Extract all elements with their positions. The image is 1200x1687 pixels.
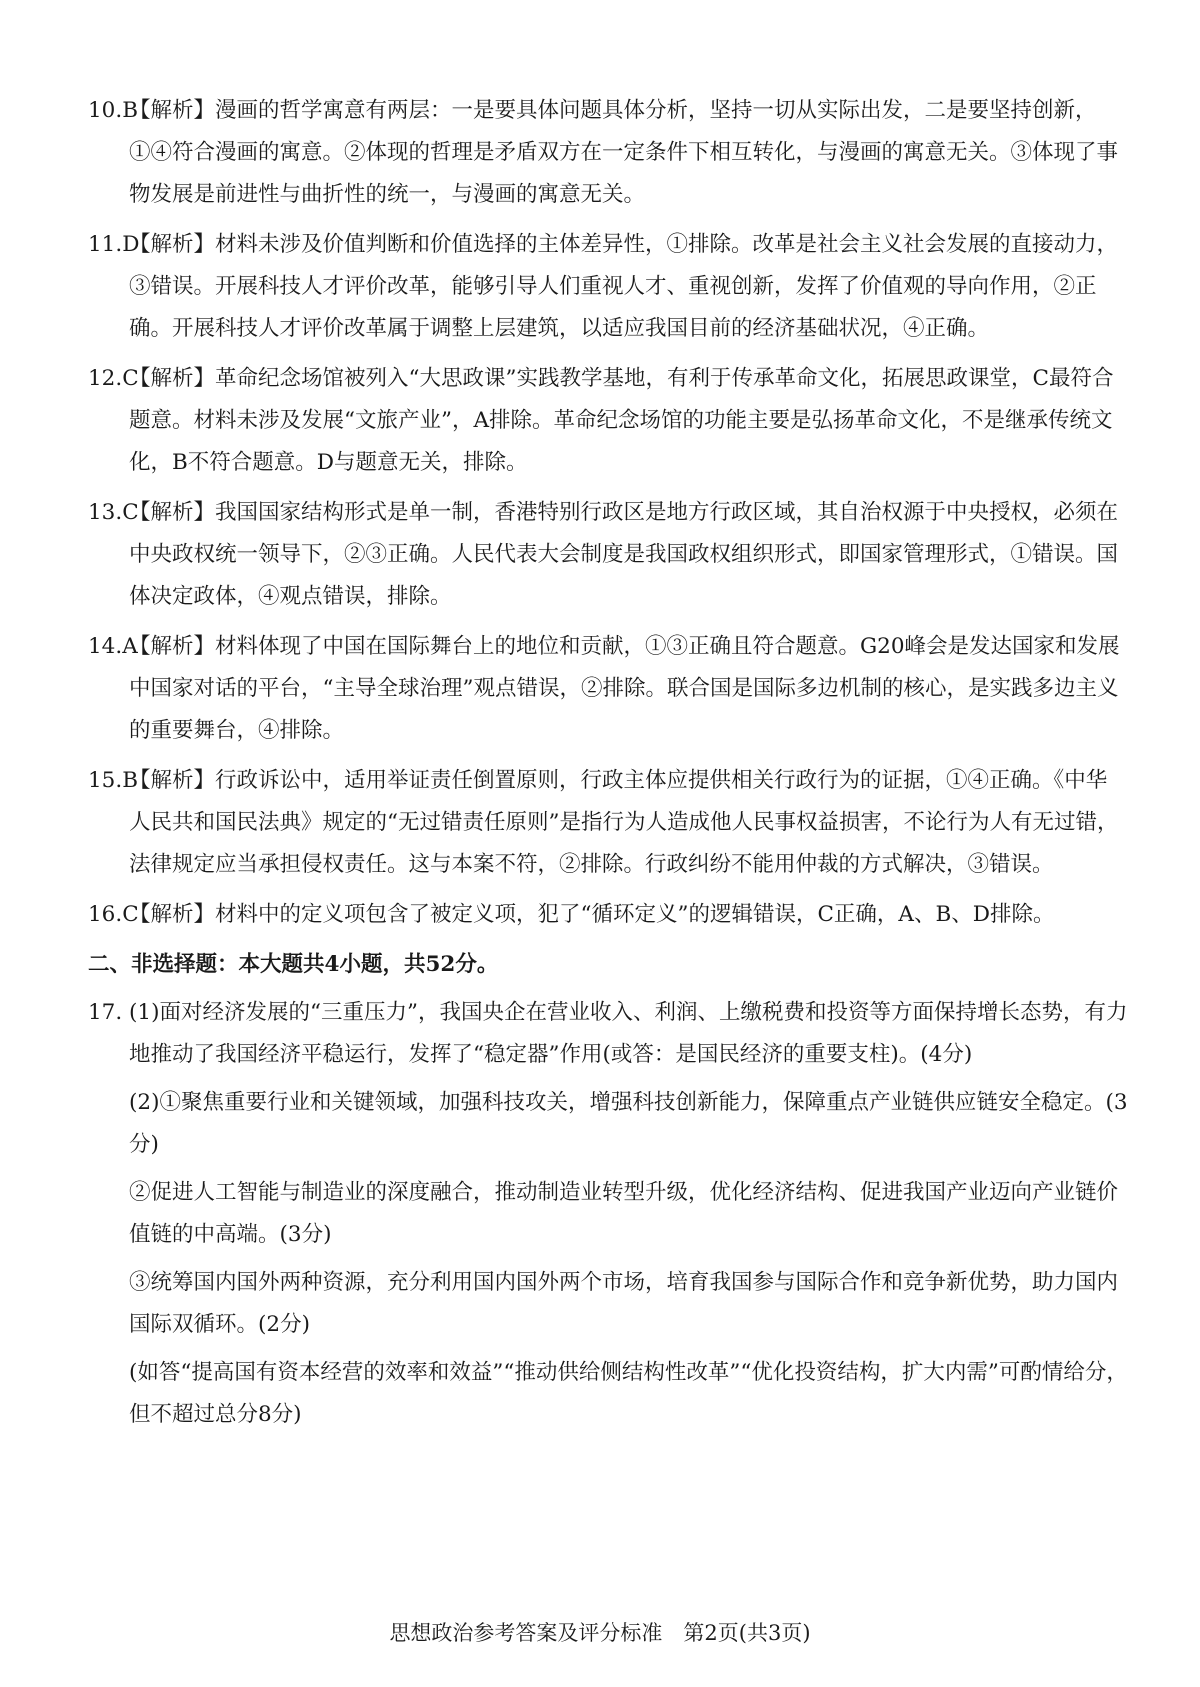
- answer-item-16: [88, 894, 1128, 936]
- item-number: 15.B: [88, 768, 138, 793]
- item-number: 12.C: [88, 366, 139, 391]
- item-text: 【解析】革命纪念场馆被列入“大思政课”实践教学基地，有利于传承革命文化，拓展思政课堂，C最符合题意。材料未涉及发展“文旅产业”，A排除。革命纪念场馆的功能主要是弘扬革命文化，不是继承传统文化，B不符合题意。D与题意无关，排除。: [129, 366, 1114, 475]
- q17-part2-point3: ③统筹国内国外两种资源，充分利用国内国外两个市场，培育我国参与国际合作和竞争新优势，助力国内国际双循环。(2分): [129, 1270, 1119, 1337]
- answer-item-15: [88, 760, 1128, 886]
- item-text: 【解析】材料中的定义项包含了被定义项，犯了“循环定义”的逻辑错误，C正确，A、B、D排除。: [129, 902, 1055, 927]
- answer-item-11: [88, 224, 1128, 350]
- item-text: 【解析】材料未涉及价值判断和价值选择的主体差异性，①排除。改革是社会主义社会发展的直接动力，③错误。开展科技人才评价改革，能够引导人们重视人才、重视创新，发挥了价值观的导向作用，②正确。开展科技人才评价改革属于调整上层建筑，以适应我国目前的经济基础状况，④正确。: [129, 232, 1119, 341]
- section-heading: 二、非选择题：本大题共4小题，共52分。: [88, 952, 499, 977]
- q17-part2-point2: ②促进人工智能与制造业的深度融合，推动制造业转型升级，优化经济结构、促进我国产业迈向产业链价值链的中高端。(3分): [129, 1180, 1119, 1247]
- answer-item-12: [88, 358, 1128, 484]
- answer-content: [88, 90, 1128, 1442]
- q17-part1: (1)面对经济发展的“三重压力”，我国央企在营业收入、利润、上缴税费和投资等方面保持增长态势，有力地推动了我国经济平稳运行，发挥了“稳定器”作用(或答：是国民经济的重要支柱)。(4分): [129, 1000, 1128, 1067]
- answer-item-17: [88, 992, 1128, 1436]
- answer-item-10: [88, 90, 1128, 216]
- q17-scoring-note: (如答“提高国有资本经营的效率和效益”“推动供给侧结构性改革”“优化投资结构，扩大内需”可酌情给分，但不超过总分8分): [129, 1360, 1128, 1427]
- item-number: 10.B: [88, 98, 138, 123]
- item-text: 【解析】材料体现了中国在国际舞台上的地位和贡献，①③正确且符合题意。G20峰会是发达国家和发展中国家对话的平台，“主导全球治理”观点错误，②排除。联合国是国际多边机制的核心，是实践多边主义的重要舞台，④排除。: [129, 634, 1120, 743]
- answer-item-14: [88, 626, 1128, 752]
- page-footer: 思想政治参考答案及评分标准 第2页(共3页): [389, 1621, 811, 1645]
- item-number: 17.: [88, 1000, 123, 1025]
- item-number: 11.D: [88, 232, 140, 257]
- item-text: 【解析】行政诉讼中，适用举证责任倒置原则，行政主体应提供相关行政行为的证据，①④正确。《中华人民共和国民法典》规定的“无过错责任原则”是指行为人造成他人民事权益损害，不论行为人有无过错，法律规定应当承担侵权责任。这与本案不符，②排除。行政纠纷不能用仲裁的方式解决，③错误。: [129, 768, 1119, 877]
- item-number: 14.A: [88, 634, 138, 659]
- item-number: 13.C: [88, 500, 139, 525]
- answer-item-13: [88, 492, 1128, 618]
- q17-part2-point1: (2)①聚焦重要行业和关键领域，加强科技攻关，增强科技创新能力，保障重点产业链供应链安全稳定。(3分): [129, 1090, 1128, 1157]
- item-text: 【解析】我国国家结构形式是单一制，香港特别行政区是地方行政区域，其自治权源于中央授权，必须在中央政权统一领导下，②③正确。人民代表大会制度是我国政权组织形式，即国家管理形式，①错误。国体决定政体，④观点错误，排除。: [129, 500, 1119, 609]
- item-text: 【解析】漫画的哲学寓意有两层：一是要具体问题具体分析，坚持一切从实际出发，二是要坚持创新，①④符合漫画的寓意。②体现的哲理是矛盾双方在一定条件下相互转化，与漫画的寓意无关。③体现了事物发展是前进性与曲折性的统一，与漫画的寓意无关。: [129, 98, 1119, 207]
- item-number: 16.C: [88, 902, 139, 927]
